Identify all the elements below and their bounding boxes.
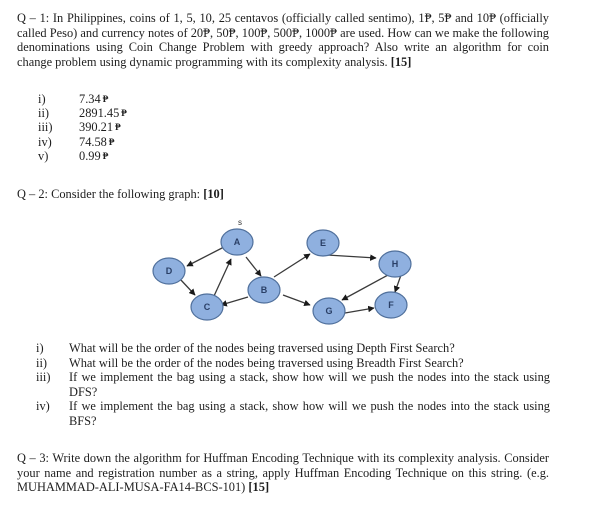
subquestion-text: If we implement the bag using a stack, show how will we push the nodes into the stack using DFS? <box>69 370 550 399</box>
subquestion-number: i) <box>36 341 44 355</box>
subquestion-text: What will be the order of the nodes being traversed using Depth First Search? <box>69 341 455 355</box>
denomination-item <box>38 149 127 163</box>
question-3-text: Q – 3: Write down the algorithm for Huffman Encoding Technique with its complexity analysis. Consider your name and registration number as a string, apply Huffman Encoding Technique on this string. (e.g. MUHAMMAD-ALI-MUSA-FA14-BCS-101) <box>17 451 549 495</box>
svg-text:D: D <box>165 266 173 276</box>
question-1 <box>17 11 549 69</box>
item-value: 390.21 <box>79 120 114 135</box>
svg-text:F: F <box>388 300 394 310</box>
node-g <box>313 298 345 324</box>
svg-text:H: H <box>391 259 399 269</box>
item-number: v) <box>38 148 49 163</box>
subquestion <box>36 399 550 428</box>
subquestion-number: iv) <box>36 399 50 414</box>
subquestion <box>36 356 550 371</box>
item-value: 7.34 <box>79 92 101 106</box>
denomination-item <box>38 135 127 149</box>
question-2-marks: [10] <box>203 187 224 201</box>
denomination-list <box>38 92 127 163</box>
subquestion-number: iii) <box>36 370 51 385</box>
question-2-text: Q – 2: Consider the following graph: <box>17 187 201 201</box>
node-a <box>221 229 253 255</box>
denomination-item <box>38 120 127 134</box>
graph-subquestions <box>36 341 550 429</box>
item-number: i) <box>38 92 46 106</box>
item-value: 74.58 <box>79 134 107 149</box>
subquestion <box>36 341 550 356</box>
item-number: iv) <box>38 134 52 149</box>
subquestion-text: What will be the order of the nodes being traversed using Breadth First Search? <box>69 355 464 370</box>
item-value: 0.99 <box>79 148 101 163</box>
item-value: 2891.45 <box>79 106 120 121</box>
item-number: ii) <box>38 106 50 121</box>
item-number: iii) <box>38 120 53 135</box>
question-3-marks: [15] <box>248 480 270 495</box>
graph-nodes <box>153 229 411 324</box>
svg-text:E: E <box>319 238 327 248</box>
question-3 <box>17 451 549 495</box>
peso-icon: ₱ <box>102 150 109 161</box>
node-b <box>248 277 280 303</box>
question-1-text: Q – 1: In Philippines, coins of 1, 5, 10, 25 centavos (officially called sentimo), 1₱, 5₱ and 10₱ (officially called Peso) and currency notes of 20₱, 50₱, 100₱, 500₱, 1000₱ are used. How can we make the following denominations using Coin Change Problem with greedy approach? Also write an algorithm for coin change problem using dynamic programming with its complexity analysis. <box>17 11 549 69</box>
node-h <box>379 251 411 277</box>
start-label: s <box>238 218 242 227</box>
denomination-item <box>38 106 127 120</box>
subquestion-text: If we implement the bag using a stack, show how will we push the nodes into the stack using BFS? <box>69 399 550 428</box>
node-c <box>191 294 223 320</box>
directed-graph <box>140 200 440 330</box>
node-d <box>153 258 185 284</box>
question-1-marks: [15] <box>390 54 412 69</box>
denomination-item <box>38 92 127 106</box>
svg-text:G: G <box>325 306 333 316</box>
svg-text:C: C <box>203 302 211 312</box>
peso-icon: ₱ <box>121 108 127 119</box>
node-e <box>307 230 339 256</box>
subquestion-number: ii) <box>36 355 48 370</box>
svg-text:B: B <box>260 285 268 295</box>
peso-icon: ₱ <box>108 136 115 147</box>
subquestion <box>36 370 550 399</box>
peso-icon: ₱ <box>102 94 109 104</box>
node-f <box>375 292 407 318</box>
peso-icon: ₱ <box>115 122 121 133</box>
svg-text:A: A <box>233 237 241 247</box>
